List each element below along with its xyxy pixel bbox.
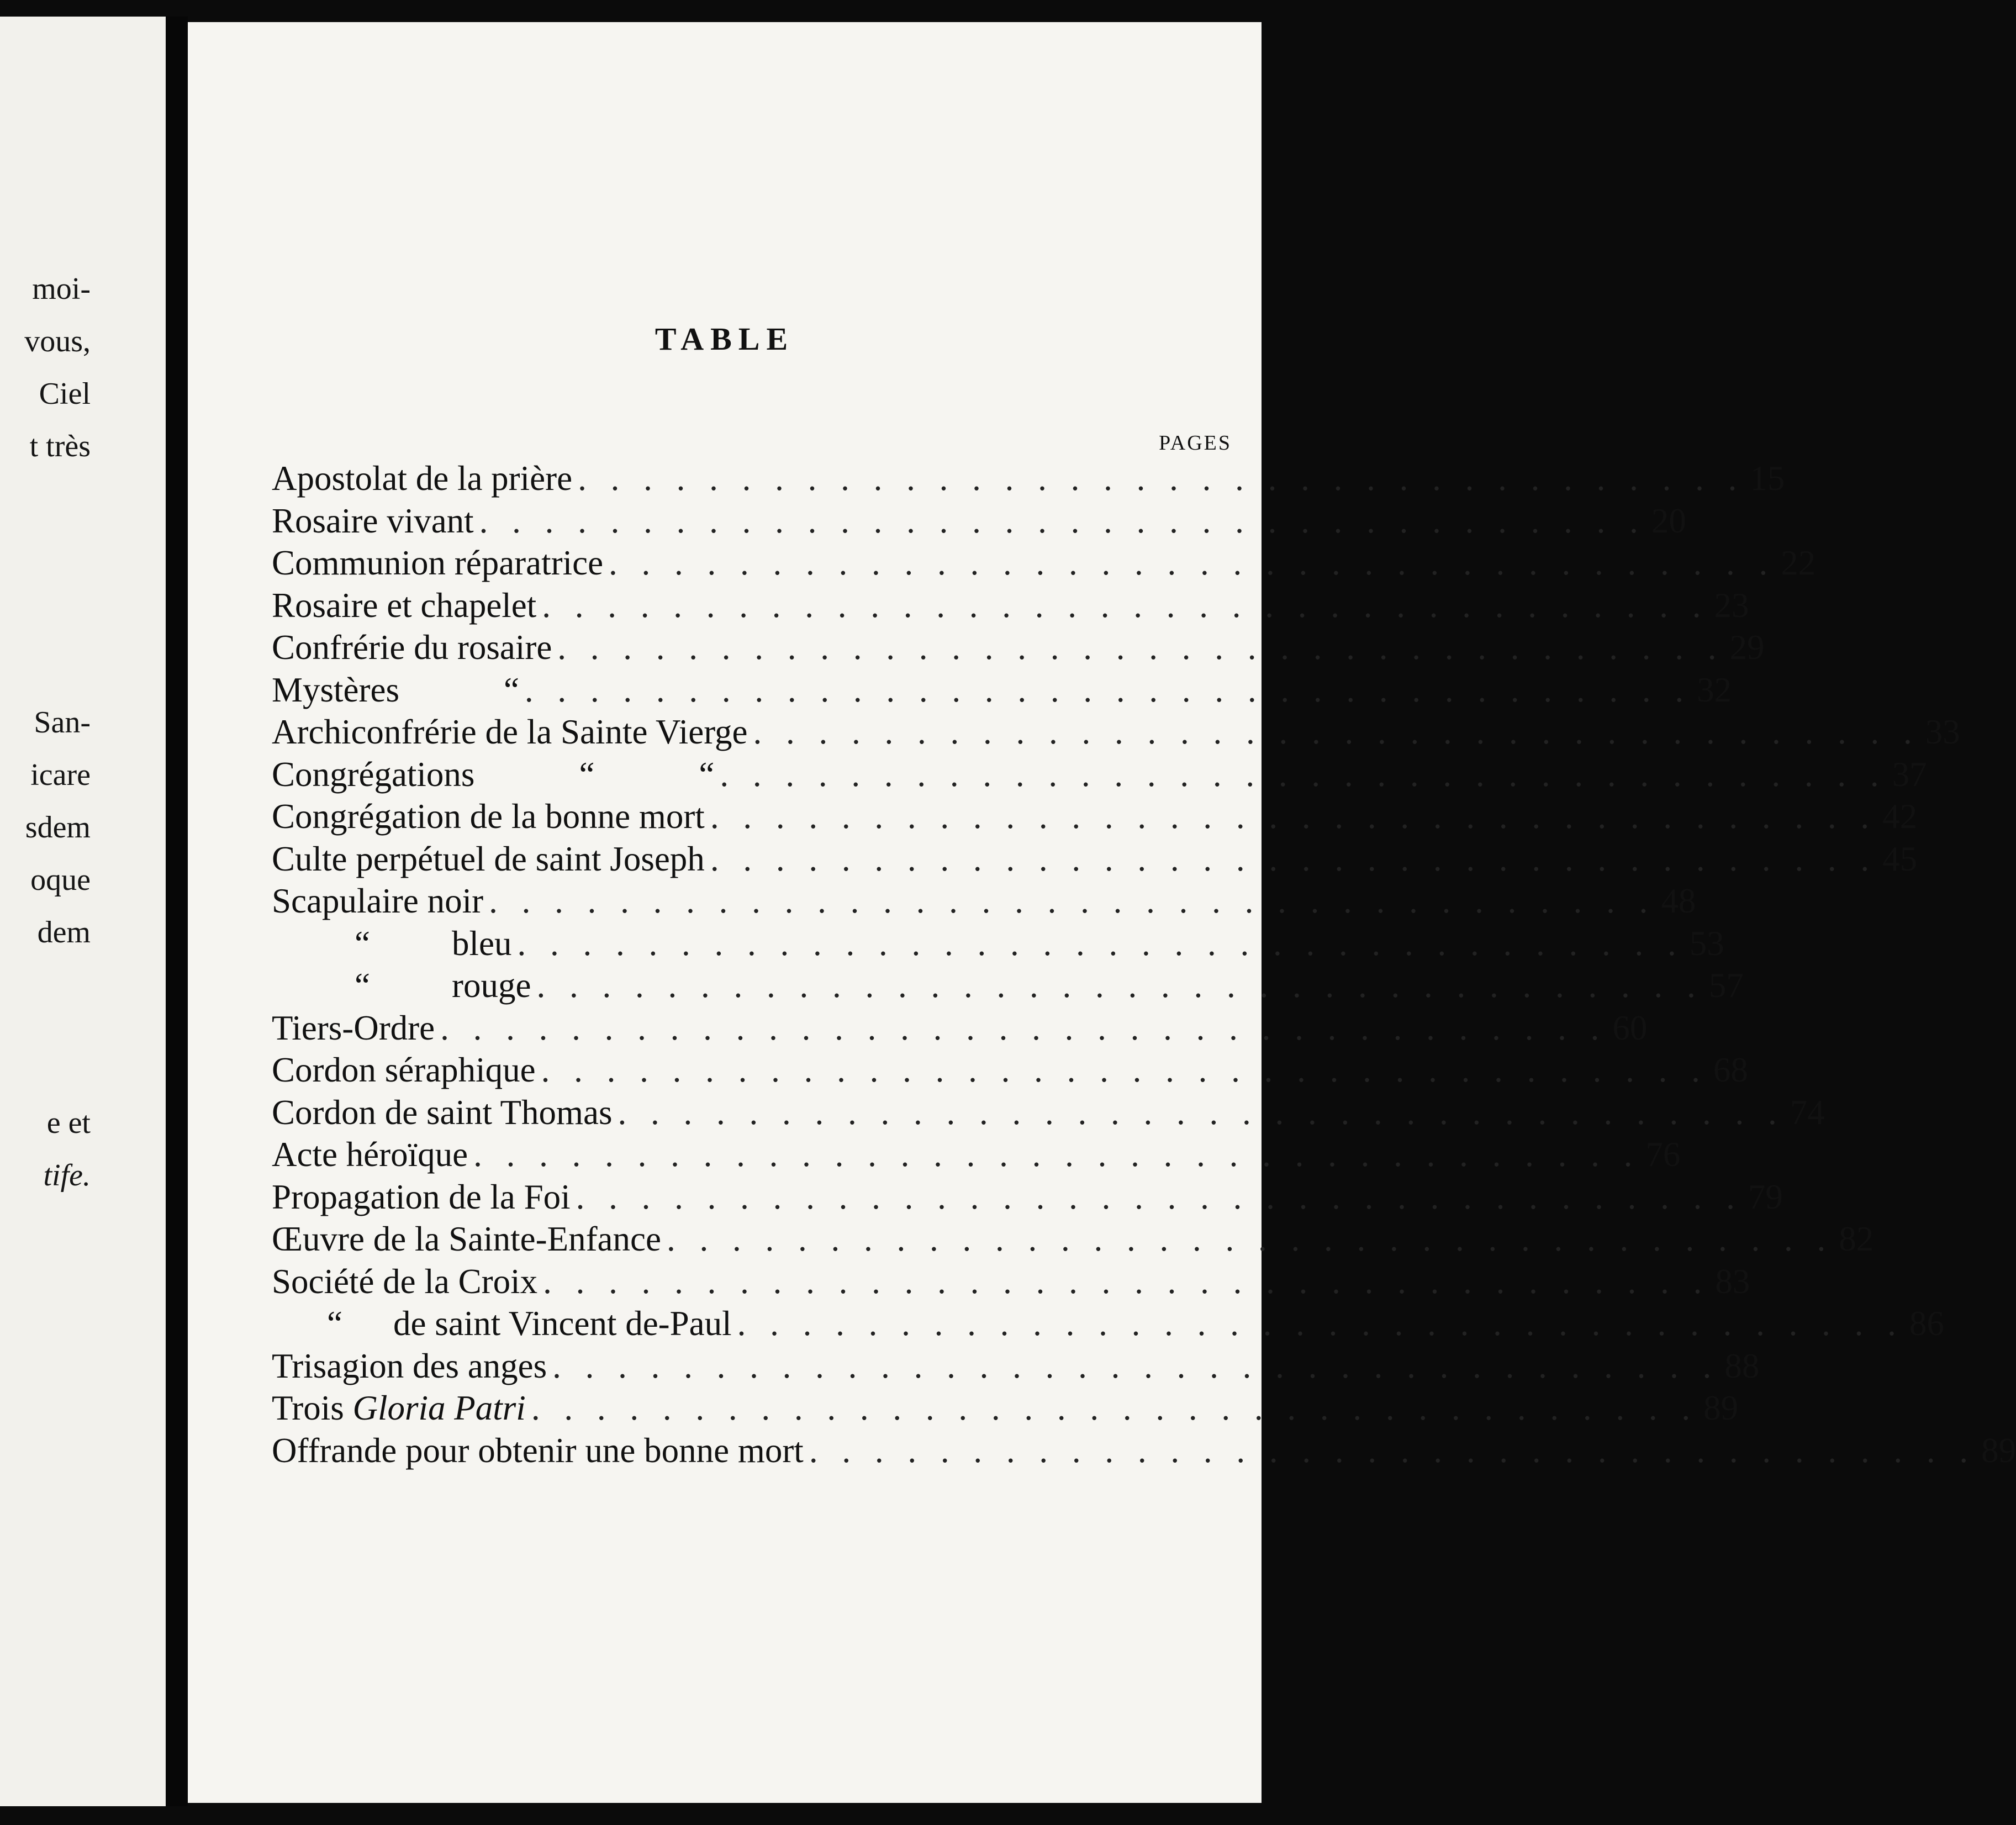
left-fragment-line: icare xyxy=(30,758,91,792)
toc-entry-page-number: 60 xyxy=(1612,1008,1648,1047)
toc-entry-page-number: 86 xyxy=(1909,1304,1944,1343)
toc-entry-title-text: Scapulaire noir xyxy=(272,882,484,920)
toc-entry-title xyxy=(272,586,536,626)
dot-leader: . . . . . . . . . . . . . . . . . . . . . . . . . . . . . . . . . . . . xyxy=(473,1135,1640,1174)
toc-entry-title xyxy=(272,1008,435,1048)
toc-entry-title-text: Apostolat de la prière xyxy=(272,459,573,498)
table-of-contents-page xyxy=(188,22,2016,1803)
toc-entry-title-text: Cordon de saint Thomas xyxy=(272,1093,613,1132)
toc-entry-title-text: Œuvre de la Sainte-Enfance xyxy=(272,1220,661,1258)
toc-entry-title-text: rouge xyxy=(452,966,531,1005)
toc-entry-page-number: 88 xyxy=(1724,1346,1760,1385)
dot-leader: . . . . . . . . . . . . . . . . . . . . . . . . . . . . . . . . . . . . xyxy=(489,882,1656,920)
toc-entry xyxy=(272,501,1686,543)
left-fragment-line: dem xyxy=(37,915,91,950)
toc-entry xyxy=(272,1050,1748,1092)
dot-leader: . . . . . . . . . . . . . . . . . . . . . . . . . . . . . . . . . . . . xyxy=(531,1389,1698,1427)
toc-entry-title xyxy=(272,627,552,668)
toc-entry-page-number: 57 xyxy=(1708,966,1744,1005)
toc-entry-title-italic: Gloria Patri xyxy=(352,1389,526,1427)
toc-entry xyxy=(272,1219,1874,1261)
dot-leader: . . . . . . . . . . . . . . . . . . . . . . . . . . . . . . . . . . . . xyxy=(809,1431,1976,1470)
left-fragment-line: San- xyxy=(34,705,91,740)
toc-entry-title-text: Communion réparatrice xyxy=(272,544,604,582)
toc-entry-page-number: 45 xyxy=(1882,839,1918,878)
toc-entry xyxy=(272,839,1918,881)
dot-leader: . . . . . . . . . . . . . . . . . . . . . . . . . . . . . . . . . . . . xyxy=(720,755,1887,794)
toc-entry-title xyxy=(272,1219,661,1259)
left-fragment-line: Ciel xyxy=(39,377,91,411)
dot-leader: . . . . . . . . . . . . . . . . . . . . . . . . . . . . . . . . . . . . xyxy=(543,1262,1710,1301)
toc-entry-page-number: 32 xyxy=(1697,670,1732,709)
toc-entry-title-text: Cordon séraphique xyxy=(272,1051,536,1089)
left-fragment-line: sdem xyxy=(25,810,91,845)
pages-column-label: PAGES xyxy=(1159,431,1232,455)
dot-leader: . . . . . . . . . . . . . . . . . . . . . . . . . . . . . . . . . . . . xyxy=(666,1220,1834,1258)
toc-entry-page-number: 68 xyxy=(1713,1051,1748,1089)
toc-entry xyxy=(272,1431,2016,1473)
toc-entry-title xyxy=(272,543,603,583)
dot-leader: . . . . . . . . . . . . . . . . . . . . . . . . . . . . . . . . . . . . xyxy=(737,1304,1904,1343)
toc-entry-title xyxy=(272,501,474,541)
dot-leader: . . . . . . . . . . . . . . . . . . . . . . . . . . . . . . . . . . . . xyxy=(618,1093,1785,1132)
toc-entry-page-number: 33 xyxy=(1925,713,1960,751)
toc-entry xyxy=(272,966,1744,1008)
dot-leader: . . . . . . . . . . . . . . . . . . . . . . . . . . . . . . . . . . . . xyxy=(517,924,1684,963)
dot-leader: . . . . . . . . . . . . . . . . . . . . . . . . . . . . . . . . . . . . xyxy=(557,628,1724,667)
toc-entry-title xyxy=(272,839,705,879)
toc-entry-title-text: Archiconfrérie de la Sainte Vierge xyxy=(272,713,748,751)
toc-entry-page-number: 89 xyxy=(1703,1389,1739,1427)
toc-entry xyxy=(272,1304,1944,1346)
dot-leader: . . . . . . . . . . . . . . . . . . . . . . . . . . . . . . . . . . . . xyxy=(753,713,1920,751)
toc-entry-title xyxy=(272,797,705,837)
toc-entry xyxy=(272,1135,1681,1177)
toc-entry-title xyxy=(272,1346,547,1386)
toc-entry xyxy=(272,1008,1648,1050)
toc-entry xyxy=(272,458,1785,500)
left-fragment-line: tife. xyxy=(43,1158,91,1193)
toc-entry xyxy=(272,670,1732,712)
toc-entry xyxy=(272,797,1918,838)
ditto-mark: “ xyxy=(327,1304,342,1343)
toc-entry xyxy=(272,755,1927,797)
toc-entry-page-number: 82 xyxy=(1839,1220,1874,1258)
toc-list xyxy=(188,22,2016,1803)
toc-entry-title xyxy=(272,458,572,499)
toc-entry-title xyxy=(272,1135,468,1175)
toc-entry xyxy=(272,627,1765,669)
toc-entry-title xyxy=(272,966,531,1006)
dot-leader: . . . . . . . . . . . . . . . . . . . . . . . . . . . . . . . . . . . . xyxy=(542,586,1709,625)
toc-entry-title-text: bleu xyxy=(452,924,512,963)
toc-entry-title-text: de saint Vincent de-Paul xyxy=(393,1304,732,1343)
ditto-mark: “ xyxy=(355,966,370,1005)
toc-entry xyxy=(272,881,1696,923)
dot-leader: . . . . . . . . . . . . . . . . . . . . . . . . . . . . . . . . . . . . xyxy=(578,459,1745,498)
toc-entry-title xyxy=(272,1177,571,1217)
dot-leader: . . . . . . . . . . . . . . . . . . . . . . . . . . . . . . . . . . . . xyxy=(710,839,1877,878)
left-fragment-line: oque xyxy=(30,863,91,897)
toc-entry-title xyxy=(272,1262,537,1302)
dot-leader: . . . . . . . . . . . . . . . . . . . . . . . . . . . . . . . . . . . . xyxy=(552,1346,1719,1385)
toc-entry-title xyxy=(272,924,511,964)
left-fragment-line: vous, xyxy=(24,324,91,358)
toc-entry-title xyxy=(272,1431,804,1471)
dot-leader: . . . . . . . . . . . . . . . . . . . . . . . . . . . . . . . . . . . . xyxy=(524,670,1692,709)
toc-entry-title-text: Tiers-Ordre xyxy=(272,1008,435,1047)
left-fragment-line: t très xyxy=(29,429,91,463)
toc-entry-page-number: 42 xyxy=(1882,797,1918,836)
left-fragment-line: e et xyxy=(46,1106,91,1140)
toc-entry-title xyxy=(272,1304,732,1344)
dot-leader: . . . . . . . . . . . . . . . . . . . . . . . . . . . . . . . . . . . . xyxy=(710,797,1877,836)
dot-leader: . . . . . . . . . . . . . . . . . . . . . . . . . . . . . . . . . . . . xyxy=(479,501,1646,540)
toc-entry-title-text: Mystères “ xyxy=(272,670,519,709)
left-fragment-line: moi- xyxy=(32,272,91,306)
toc-entry-title-text: Propagation de la Foi xyxy=(272,1177,571,1216)
dot-leader: . . . . . . . . . . . . . . . . . . . . . . . . . . . . . . . . . . . . xyxy=(576,1177,1743,1216)
toc-entry-title xyxy=(272,1093,613,1133)
toc-entry xyxy=(272,1388,1739,1430)
toc-entry-title xyxy=(272,1388,526,1428)
toc-entry-title xyxy=(272,755,714,795)
page-title: TABLE xyxy=(655,321,795,357)
left-page-fragment xyxy=(0,17,166,1806)
page-gutter xyxy=(166,17,188,1806)
toc-entry-title-text: Culte perpétuel de saint Joseph xyxy=(272,839,705,878)
toc-entry-title-text: Offrande pour obtenir une bonne mort xyxy=(272,1431,804,1470)
toc-entry-page-number: 37 xyxy=(1892,755,1927,794)
toc-entry xyxy=(272,1093,1825,1135)
toc-entry-page-number: 48 xyxy=(1661,882,1696,920)
toc-entry-title-text: Congrégation de la bonne mort xyxy=(272,797,705,836)
toc-entry-page-number: 79 xyxy=(1748,1177,1783,1216)
toc-entry-title xyxy=(272,670,519,710)
toc-entry xyxy=(272,1262,1750,1304)
toc-entry-page-number: 22 xyxy=(1781,544,1816,582)
toc-entry-page-number: 15 xyxy=(1750,459,1785,498)
toc-entry-title-text: Rosaire et chapelet xyxy=(272,586,537,625)
dot-leader: . . . . . . . . . . . . . . . . . . . . . . . . . . . . . . . . . . . . xyxy=(536,966,1703,1005)
toc-entry-title xyxy=(272,712,748,752)
ditto-mark: “ xyxy=(355,924,370,963)
toc-entry-page-number: 53 xyxy=(1689,924,1724,963)
dot-leader: . . . . . . . . . . . . . . . . . . . . . . . . . . . . . . . . . . . . xyxy=(440,1008,1607,1047)
toc-entry-page-number: 29 xyxy=(1729,628,1765,667)
toc-entry-title-text: Congrégations “ “ xyxy=(272,755,715,794)
toc-entry-page-number: 74 xyxy=(1790,1093,1825,1132)
dot-leader: . . . . . . . . . . . . . . . . . . . . . . . . . . . . . . . . . . . . xyxy=(609,544,1776,582)
toc-entry-page-number: 23 xyxy=(1714,586,1749,625)
toc-entry-page-number: 20 xyxy=(1651,501,1686,540)
toc-entry-page-number: 89 xyxy=(1981,1431,2016,1470)
toc-entry-title xyxy=(272,1050,536,1090)
dot-leader: . . . . . . . . . . . . . . . . . . . . . . . . . . . . . . . . . . . . xyxy=(541,1051,1708,1089)
toc-entry xyxy=(272,924,1724,966)
toc-entry xyxy=(272,586,1749,627)
toc-entry xyxy=(272,1177,1783,1219)
toc-entry-title-text: Société de la Croix xyxy=(272,1262,538,1301)
toc-entry-title-text: Confrérie du rosaire xyxy=(272,628,552,667)
toc-entry-page-number: 83 xyxy=(1715,1262,1750,1301)
toc-entry-title-plain: Trois xyxy=(272,1389,353,1427)
toc-entry-page-number: 76 xyxy=(1645,1135,1681,1174)
toc-entry-title-text: Acte héroïque xyxy=(272,1135,468,1174)
toc-entry xyxy=(272,543,1816,585)
toc-entry-title-text: Rosaire vivant xyxy=(272,501,474,540)
toc-entry xyxy=(272,712,1960,754)
toc-entry xyxy=(272,1346,1760,1388)
toc-entry-title xyxy=(272,881,483,921)
toc-entry-title-text: Trisagion des anges xyxy=(272,1346,547,1385)
